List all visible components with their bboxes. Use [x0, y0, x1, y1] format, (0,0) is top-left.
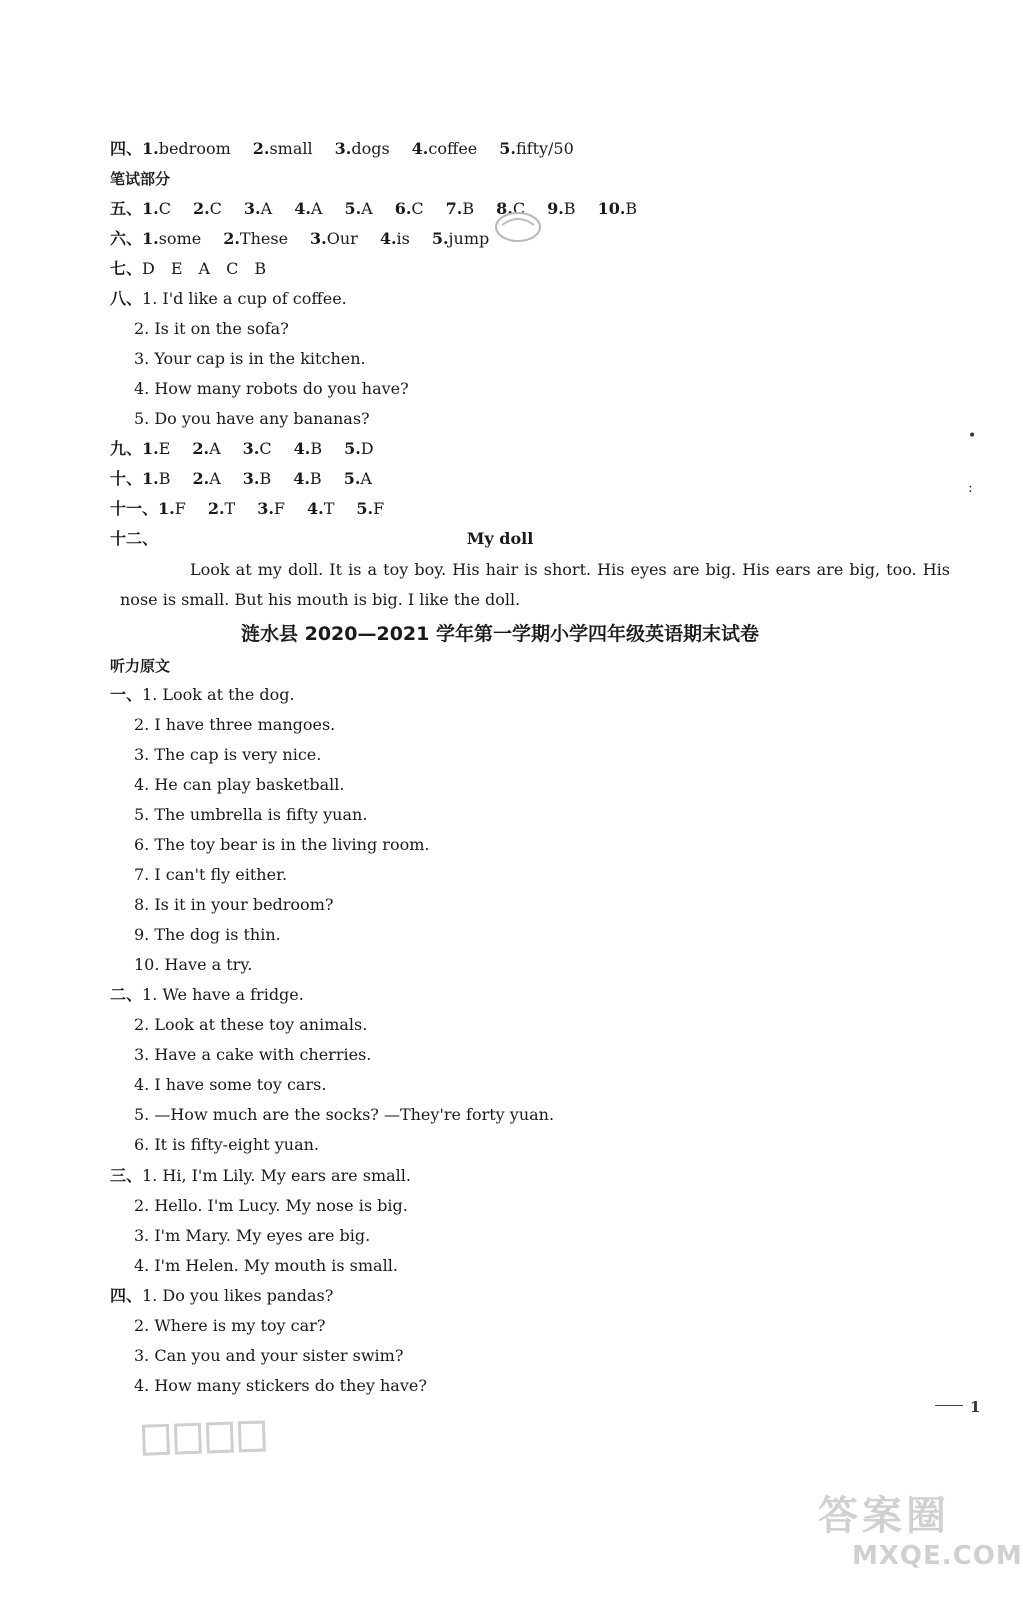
part-2-line-1	[110, 985, 304, 1005]
answer-number: 4.	[411, 139, 429, 158]
script-line: 1. We have a fridge.	[142, 985, 304, 1004]
watermark-logo-cn: 答案圈	[818, 1493, 950, 1539]
part-1-line-9: 9. The dog is thin.	[134, 925, 281, 944]
page-number: 1	[970, 1398, 981, 1416]
answer-item	[293, 469, 321, 488]
answer-item	[344, 199, 372, 218]
answer-number: 5.	[499, 139, 516, 158]
section-8-line-3: 3. Your cap is in the kitchen.	[134, 349, 366, 368]
part-1-line-8: 8. Is it in your bedroom?	[134, 895, 334, 914]
answer-value: A	[209, 439, 221, 458]
answer-number: 5.	[344, 199, 362, 218]
part-1-line-4: 4. He can play basketball.	[134, 775, 345, 794]
part-4-line-3: 3. Can you and your sister swim?	[134, 1346, 404, 1365]
answer-value: B	[462, 199, 475, 218]
answer-value: bedroom	[158, 139, 231, 158]
script-line: 1. Hi, I'm Lily. My ears are small.	[142, 1166, 411, 1185]
answer-item	[380, 229, 410, 248]
part-2-line-6: 6. It is fifty-eight yuan.	[134, 1135, 319, 1154]
answer-item	[344, 469, 372, 488]
section-label: 四、	[110, 1286, 143, 1305]
answer-item	[243, 469, 271, 488]
answer-item	[142, 439, 170, 458]
answer-value: F	[373, 499, 385, 518]
answer-value: F	[174, 499, 186, 518]
part-1-line-5: 5. The umbrella is fifty yuan.	[134, 805, 368, 824]
section-label: 二、	[110, 985, 143, 1004]
section-11-answers	[110, 499, 406, 519]
answer-value: F	[273, 499, 286, 518]
answer-number: 2.	[192, 469, 210, 488]
answer-value: D	[360, 439, 374, 458]
answer-number: 3.	[243, 199, 261, 218]
answer-item	[335, 139, 390, 158]
answer-value: C	[411, 199, 424, 218]
answer-item	[499, 139, 574, 158]
answer-item	[307, 499, 334, 518]
answer-value: A	[361, 199, 373, 218]
answer-number: 5.	[356, 499, 374, 518]
part-1-line-3: 3. The cap is very nice.	[134, 745, 322, 764]
answer-value: These	[239, 229, 289, 248]
section-label: 十一、	[110, 499, 159, 518]
part-1-line-1	[110, 685, 295, 705]
part-4-line-2: 2. Where is my toy car?	[134, 1316, 326, 1335]
answer-number: 4.	[294, 199, 311, 218]
exam-title: 涟水县 2020—2021 学年第一学期小学四年级英语期末试卷	[241, 623, 759, 645]
answer-item	[192, 439, 220, 458]
answer-number: 1.	[142, 199, 159, 218]
section-label: 九、	[110, 439, 143, 458]
section-7-text: D E A C B	[142, 259, 267, 278]
answer-number: 5.	[343, 469, 361, 488]
answer-number: 2.	[192, 199, 210, 218]
answer-number: 3.	[242, 469, 260, 488]
answer-item	[344, 439, 374, 458]
answer-item	[412, 139, 478, 158]
faint-stamp-icon	[141, 1416, 273, 1468]
answer-item	[310, 229, 358, 248]
answer-item	[294, 199, 322, 218]
section-8-line-1	[110, 289, 347, 309]
answer-value: B	[310, 439, 323, 458]
part-1-line-6: 6. The toy bear is in the living room.	[134, 835, 430, 854]
section-7-answers	[110, 259, 266, 279]
answer-item	[142, 229, 201, 248]
answer-number: 1.	[142, 469, 159, 488]
answer-value: is	[396, 229, 410, 248]
answer-number: 1.	[142, 139, 159, 158]
answer-number: 3.	[310, 229, 327, 248]
section-6-answers	[110, 229, 511, 249]
answer-item	[158, 499, 186, 518]
answer-value: B	[259, 469, 272, 488]
answer-value: A	[360, 469, 372, 488]
answer-value: Our	[326, 229, 358, 248]
answer-value: B	[625, 199, 638, 218]
answer-value: T	[224, 499, 236, 518]
part-2-line-4: 4. I have some toy cars.	[134, 1075, 327, 1094]
part-3-line-2: 2. Hello. I'm Lucy. My nose is big.	[134, 1196, 408, 1215]
section-8-line-4: 4. How many robots do you have?	[134, 379, 409, 398]
answer-value: C	[512, 199, 526, 218]
answer-item	[193, 199, 222, 218]
section-label: 四、	[110, 139, 143, 158]
answer-number: 2.	[192, 439, 210, 458]
part-1-line-10: 10. Have a try.	[134, 955, 253, 974]
section-5-answers	[110, 199, 659, 219]
answer-number: 1.	[142, 229, 159, 248]
answer-number: 4.	[307, 499, 324, 518]
section-label: 五、	[110, 199, 143, 218]
answer-item	[547, 199, 575, 218]
margin-dot: •	[968, 428, 977, 444]
section-9-answers	[110, 439, 396, 459]
answer-number: 9.	[547, 199, 564, 218]
listening-header: 听力原文	[110, 657, 171, 675]
answer-item	[257, 499, 285, 518]
essay-text: Look at my doll. It is a toy boy. His hair is short. His eyes are big. His ears are big, too. His nose is small. But his mouth is big. I like the doll.	[120, 560, 950, 609]
section-label: 十二、	[110, 529, 159, 548]
part-2-line-5: 5. —How much are the socks? —They're forty yuan.	[134, 1105, 555, 1124]
part-1-line-7: 7. I can't fly either.	[134, 865, 288, 884]
script-line: 1. Look at the dog.	[142, 685, 295, 704]
part-4-line-1	[110, 1286, 333, 1306]
answer-number: 3.	[242, 439, 260, 458]
answer-value: E	[158, 439, 171, 458]
answer-item	[294, 439, 322, 458]
answer-number: 3.	[257, 499, 274, 518]
answer-number: 4.	[293, 439, 311, 458]
answer-number: 1.	[142, 439, 159, 458]
answer-value: B	[563, 199, 576, 218]
section-label: 三、	[110, 1166, 143, 1185]
part-2-line-2: 2. Look at these toy animals.	[134, 1015, 368, 1034]
section-4-answers	[110, 139, 596, 159]
answer-item	[395, 199, 424, 218]
essay-title: My doll	[466, 529, 534, 548]
answer-number: 2.	[252, 139, 270, 158]
answer-value: C	[158, 199, 171, 218]
answer-value: C	[259, 439, 272, 458]
answer-item	[432, 229, 489, 248]
answer-value: dogs	[351, 139, 390, 158]
section-label: 六、	[110, 229, 143, 248]
answer-item	[243, 439, 272, 458]
answer-value: A	[209, 469, 221, 488]
section-8-line-5: 5. Do you have any bananas?	[134, 409, 370, 428]
answer-value: coffee	[428, 139, 478, 158]
answer-number: 6.	[394, 199, 412, 218]
answer-item	[142, 139, 231, 158]
answer-number: 10.	[597, 199, 626, 218]
section-label: 七、	[110, 259, 143, 278]
answer-value: A	[310, 199, 323, 218]
answer-number: 4.	[293, 469, 310, 488]
answer-value: some	[158, 229, 202, 248]
answer-item	[142, 469, 170, 488]
answer-value: T	[323, 499, 335, 518]
part-3-line-4: 4. I'm Helen. My mouth is small.	[134, 1256, 398, 1275]
answer-number: 1.	[158, 499, 175, 518]
answer-item	[142, 199, 171, 218]
section-10-answers	[110, 469, 394, 489]
answer-value: C	[209, 199, 222, 218]
part-1-line-2: 2. I have three mangoes.	[134, 715, 336, 734]
answer-item	[223, 229, 288, 248]
section-label: 十、	[110, 469, 143, 488]
answer-item	[356, 499, 384, 518]
answer-item	[244, 199, 272, 218]
written-section-header: 笔试部分	[110, 170, 171, 188]
page-rule	[935, 1405, 963, 1406]
section-8-line-2: 2. Is it on the sofa?	[134, 319, 289, 338]
answer-item	[598, 199, 638, 218]
answer-number: 4.	[379, 229, 397, 248]
part-4-line-4: 4. How many stickers do they have?	[134, 1376, 427, 1395]
answer-item	[253, 139, 313, 158]
answer-value: B	[309, 469, 322, 488]
part-3-line-3: 3. I'm Mary. My eyes are big.	[134, 1226, 371, 1245]
answer-number: 8.	[496, 199, 513, 218]
answer-value: fifty/50	[515, 139, 574, 158]
answer-value: A	[260, 199, 273, 218]
section-label: 八、	[110, 289, 143, 308]
answer-number: 2.	[207, 499, 225, 518]
part-2-line-3: 3. Have a cake with cherries.	[134, 1045, 372, 1064]
answer-item	[446, 199, 474, 218]
answer-number: 5.	[344, 439, 361, 458]
answer-number: 7.	[445, 199, 463, 218]
answer-value: B	[158, 469, 171, 488]
answer-value: small	[269, 139, 313, 158]
part-3-line-1	[110, 1166, 411, 1186]
margin-dots: :	[968, 480, 973, 496]
answer-item	[208, 499, 235, 518]
seal-graphic	[492, 205, 544, 245]
faint-stamp-graphic	[141, 1416, 272, 1461]
answer-value: jump	[448, 229, 490, 248]
answer-number: 3.	[334, 139, 352, 158]
script-line: 1. Do you likes pandas?	[142, 1286, 334, 1305]
watermark-seal-icon	[492, 205, 544, 245]
answer-number: 5.	[431, 229, 449, 248]
answer-item	[192, 469, 220, 488]
watermark-url: MXQE.COM	[852, 1541, 1023, 1571]
answer-line: 1. I'd like a cup of coffee.	[142, 289, 347, 308]
answer-number: 2.	[223, 229, 240, 248]
section-label: 一、	[110, 685, 143, 704]
